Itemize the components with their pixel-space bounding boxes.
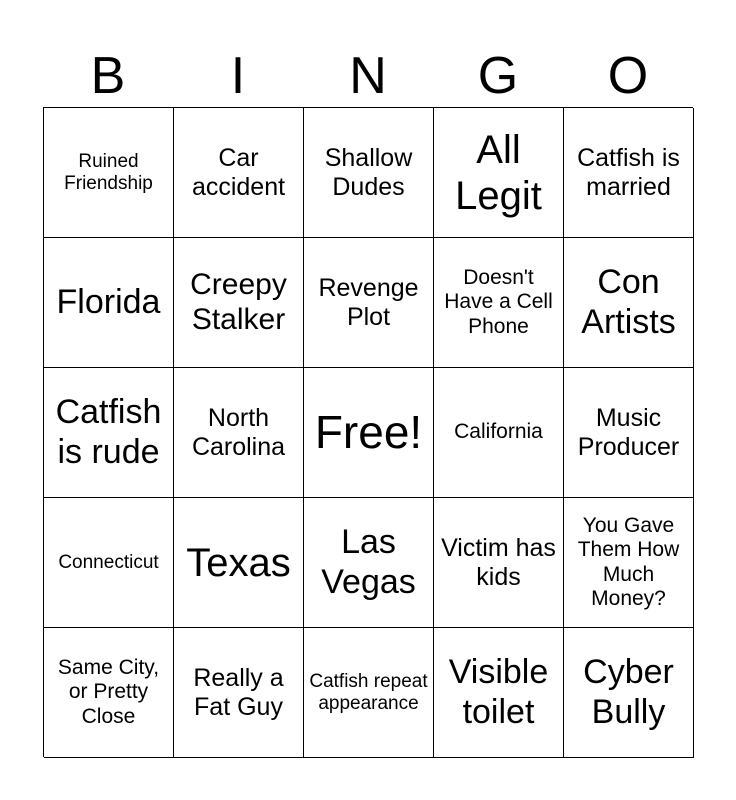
cell-label: Cyber Bully [583,653,674,731]
cell-label: North Carolina [191,403,286,461]
bingo-cell[interactable] [564,108,694,238]
cell-label: Doesn't Have a Cell Phone [444,266,553,338]
bingo-cell[interactable] [564,368,694,498]
bingo-cell[interactable] [434,498,564,628]
bingo-cell[interactable] [434,368,564,498]
bingo-cell[interactable] [44,238,174,368]
bingo-cell[interactable] [434,238,564,368]
cell-label: You Gave Them How Much Money? [577,514,680,610]
bingo-cell[interactable] [304,498,434,628]
bingo-cell[interactable] [304,108,434,238]
bingo-cell[interactable] [174,628,304,758]
cell-label: Free! [314,406,423,459]
cell-label: Music Producer [577,403,680,461]
header-letter-g: G [477,47,519,105]
cell-label: Visible toilet [448,653,549,731]
bingo-cell[interactable] [174,108,304,238]
cell-label: Catfish is rude [55,393,162,471]
bingo-cell[interactable] [174,238,304,368]
cell-label: Same City, or Pretty Close [57,656,160,728]
bingo-cell[interactable] [44,498,174,628]
cell-label: Catfish repeat appearance [309,670,428,714]
cell-label: Shallow Dudes [324,143,413,201]
bingo-cell[interactable] [564,498,694,628]
cell-label: Victim has kids [441,533,556,591]
header-letter-b: B [90,47,126,105]
cell-label: Connecticut [58,551,159,573]
bingo-cell[interactable] [304,628,434,758]
cell-label: Texas [186,540,291,585]
cell-label: Creepy Stalker [190,268,287,336]
cell-label: Really a Fat Guy [193,663,284,721]
cell-label: All Legit [455,127,542,218]
bingo-cell-free[interactable] [304,368,434,498]
cell-label: Catfish is married [577,143,680,201]
cell-label: California [454,420,543,444]
bingo-cell[interactable] [304,238,434,368]
bingo-cell[interactable] [174,498,304,628]
bingo-cell[interactable] [44,628,174,758]
bingo-cell[interactable] [564,238,694,368]
cell-label: Car accident [191,143,286,201]
bingo-cell[interactable] [564,628,694,758]
header-letter-n: N [349,47,387,105]
header-letter-i: I [230,47,246,105]
bingo-cell[interactable] [434,628,564,758]
cell-label: Ruined Friendship [64,150,153,194]
header-letter-o: O [607,47,649,105]
cell-label: Revenge Plot [318,273,419,331]
bingo-header [43,44,693,108]
bingo-cell[interactable] [44,368,174,498]
cell-label: Las Vegas [321,523,416,601]
cell-label: Florida [56,282,161,321]
bingo-cell[interactable] [174,368,304,498]
bingo-cell[interactable] [44,108,174,238]
bingo-cell[interactable] [434,108,564,238]
cell-label: Con Artists [581,263,676,341]
bingo-board [43,107,693,757]
